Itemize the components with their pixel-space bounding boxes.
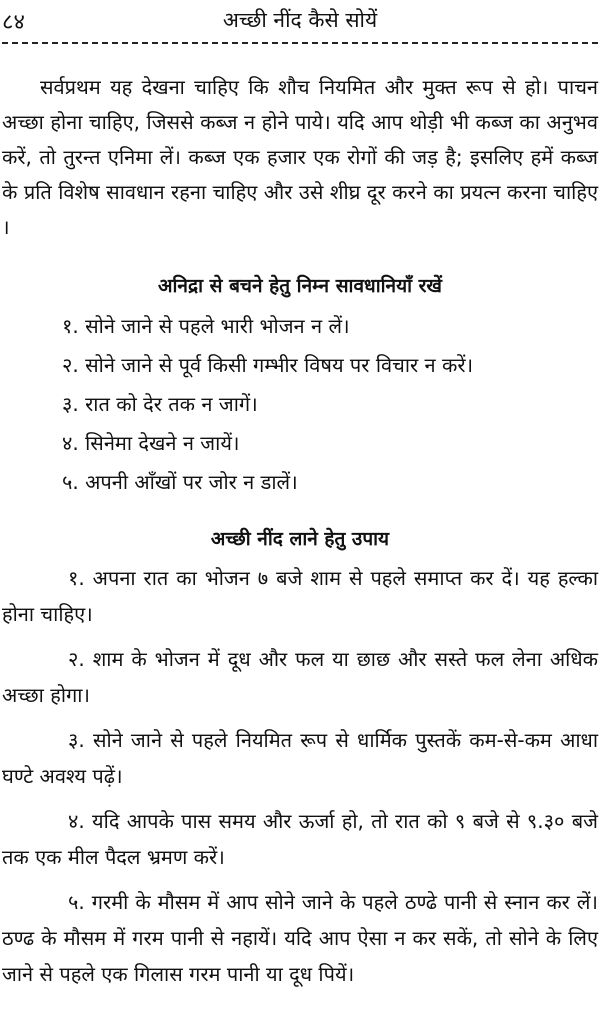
book-page xyxy=(0,4,600,1031)
remedy-item: ४. यदि आपके पास समय और ऊर्जा हो, तो रात को ९ बजे से ९.३० बजे तक एक मील पैदल भ्रमण करें। xyxy=(2,809,598,869)
remedies-heading: अच्छी नींद लाने हेतु उपाय xyxy=(210,528,390,550)
intro-paragraph: सर्वप्रथम यह देखना चाहिए कि शौच नियमित और मुक्त रूप से हो। पाचन अच्छा होना चाहिए, जिससे कब्ज न होने पाये। यदि आप थोड़ी भी कब्ज का अनुभव करें, तो तुरन्त एनिमा लें। कब्ज एक हजार एक रोगों की जड़ है; इसलिए हमें कब्ज के प्रति विशेष सावधान रहना चाहिए और उसे शीघ्र दूर करने का प्रयत्न करना चाहिए । xyxy=(2,75,598,239)
remedy-item: १. अपना रात का भोजन ७ बजे शाम से पहले समाप्त कर दें। यह हल्का होना चाहिए। xyxy=(2,566,598,626)
page-header xyxy=(2,4,598,38)
remedies-list xyxy=(2,560,598,992)
remedy-item: ५. गरमी के मौसम में आप सोने जाने के पहले ठण्ढे पानी से स्नान कर लें। ठण्ढ के मौसम में गरम पानी से नहायें। यदि आप ऐसा न कर सकें, तो सोने के लिए जाने से पहले एक गिलास गरम पानी या दूध पियें। xyxy=(2,890,598,986)
page-number: ८४ xyxy=(2,10,25,35)
remedy-item: २. शाम के भोजन में दूध और फल या छाछ और सस्ते फल लेना अधिक अच्छा होगा। xyxy=(2,647,598,707)
running-title: अच्छी नींद कैसे सोयें xyxy=(222,8,378,32)
precaution-item: ३. रात को देर तक न जागें। xyxy=(62,392,258,416)
precautions-list xyxy=(2,307,598,502)
precautions-heading: अनिद्रा से बचने हेतु निम्न सावधानियाँ रखें xyxy=(158,275,442,297)
precaution-item: २. सोने जाने से पूर्व किसी गम्भीर विषय पर विचार न करें। xyxy=(62,353,474,377)
remedy-item: ३. सोने जाने से पहले नियमित रूप से धार्मिक पुस्तकें कम-से-कम आधा घण्टे अवश्य पढ़ें। xyxy=(2,728,598,788)
header-dashed-rule xyxy=(2,42,598,44)
precaution-item: ५. अपनी आँखों पर जोर न डालें। xyxy=(62,470,298,494)
precaution-item: १. सोने जाने से पहले भारी भोजन न लें। xyxy=(62,314,350,338)
precaution-item: ४. सिनेमा देखने न जायें। xyxy=(62,431,240,455)
